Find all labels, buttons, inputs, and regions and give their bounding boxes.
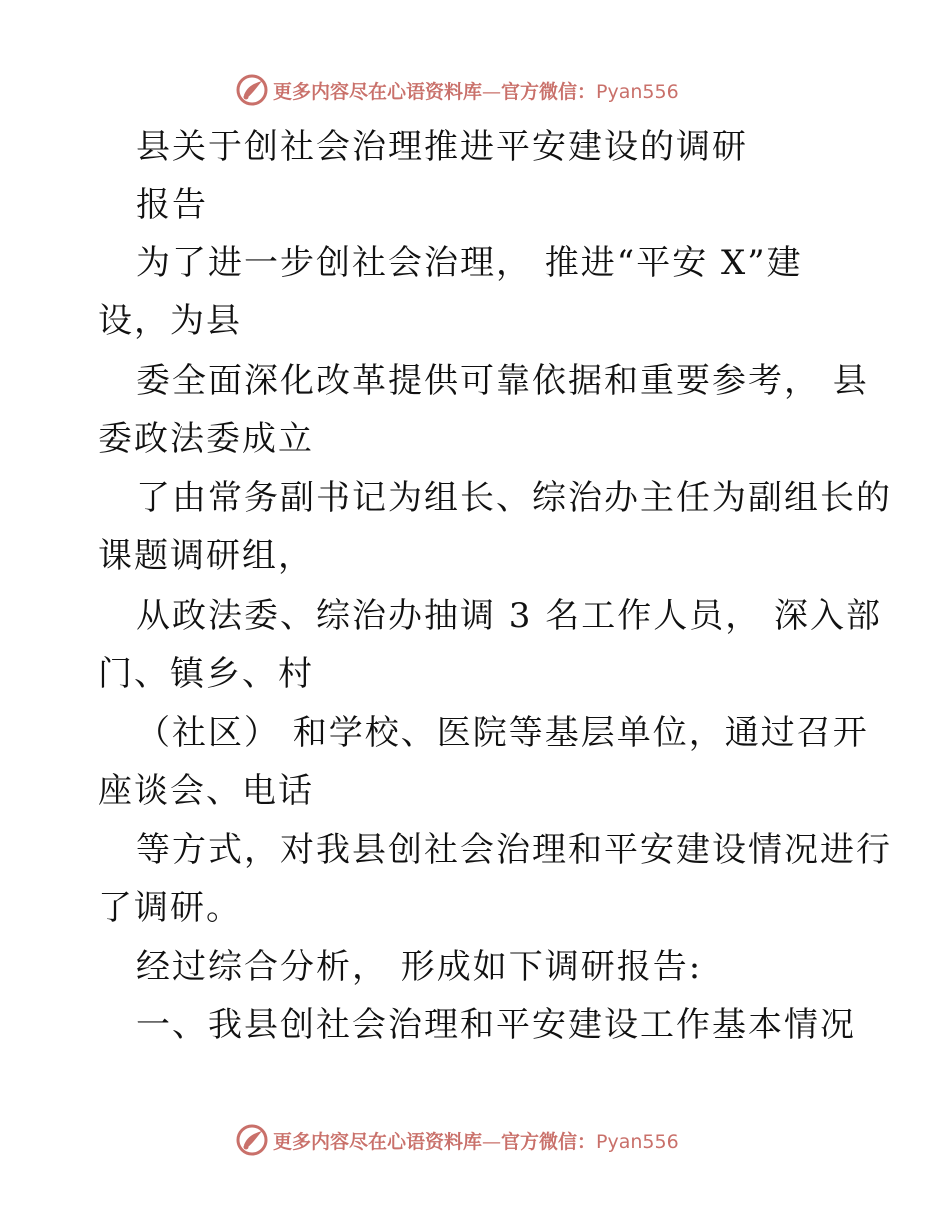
paragraph-line: 从政法委、综治办抽调 3 名工作人员， 深入部 xyxy=(136,596,883,636)
paragraph-line: 座谈会、电话 xyxy=(98,771,314,811)
banner-title: 更多内容尽在心语资料库 xyxy=(273,1130,483,1153)
banner-wechat-id: Pyan556 xyxy=(596,1130,679,1153)
paragraph-line: 为了进一步创社会治理， 推进“平安 X”建 xyxy=(136,243,803,283)
footer-banner xyxy=(0,1120,950,1160)
banner-wechat-id: Pyan556 xyxy=(596,80,679,103)
paragraph-line: 设，为县 xyxy=(98,301,242,341)
banner-content xyxy=(235,1120,679,1160)
paragraph-line: 了调研。 xyxy=(98,888,242,928)
banner-content xyxy=(235,70,679,110)
paragraph-line: 课题调研组， xyxy=(98,536,314,576)
paragraph-line: （社区） 和学校、医院等基层单位，通过召开 xyxy=(136,713,869,753)
paragraph-line: 等方式，对我县创社会治理和平安建设情况进行 xyxy=(136,830,892,870)
section-heading: 一、我县创社会治理和平安建设工作基本情况 xyxy=(136,1005,856,1045)
doc-title-line-2: 报告 xyxy=(136,185,208,225)
paragraph-line: 门、镇乡、村 xyxy=(98,654,314,694)
banner-wechat-label: 官方微信： xyxy=(501,1130,597,1153)
banner-text xyxy=(273,1127,679,1154)
header-banner xyxy=(0,70,950,110)
brand-logo-icon xyxy=(235,1123,269,1157)
paragraph-line: 经过综合分析， 形成如下调研报告: xyxy=(136,947,703,987)
banner-wechat-label: 官方微信： xyxy=(501,80,597,103)
banner-text xyxy=(273,77,679,104)
paragraph-line: 委全面深化改革提供可靠依据和重要参考， 县 xyxy=(136,361,869,401)
banner-separator: — xyxy=(482,1130,502,1153)
doc-title-line-1: 县关于创社会治理推进平安建设的调研 xyxy=(136,127,748,167)
paragraph-line: 委政法委成立 xyxy=(98,419,314,459)
banner-separator: — xyxy=(482,80,502,103)
brand-logo-icon xyxy=(235,73,269,107)
paragraph-line: 了由常务副书记为组长、综治办主任为副组长的 xyxy=(136,478,892,518)
banner-title: 更多内容尽在心语资料库 xyxy=(273,80,483,103)
